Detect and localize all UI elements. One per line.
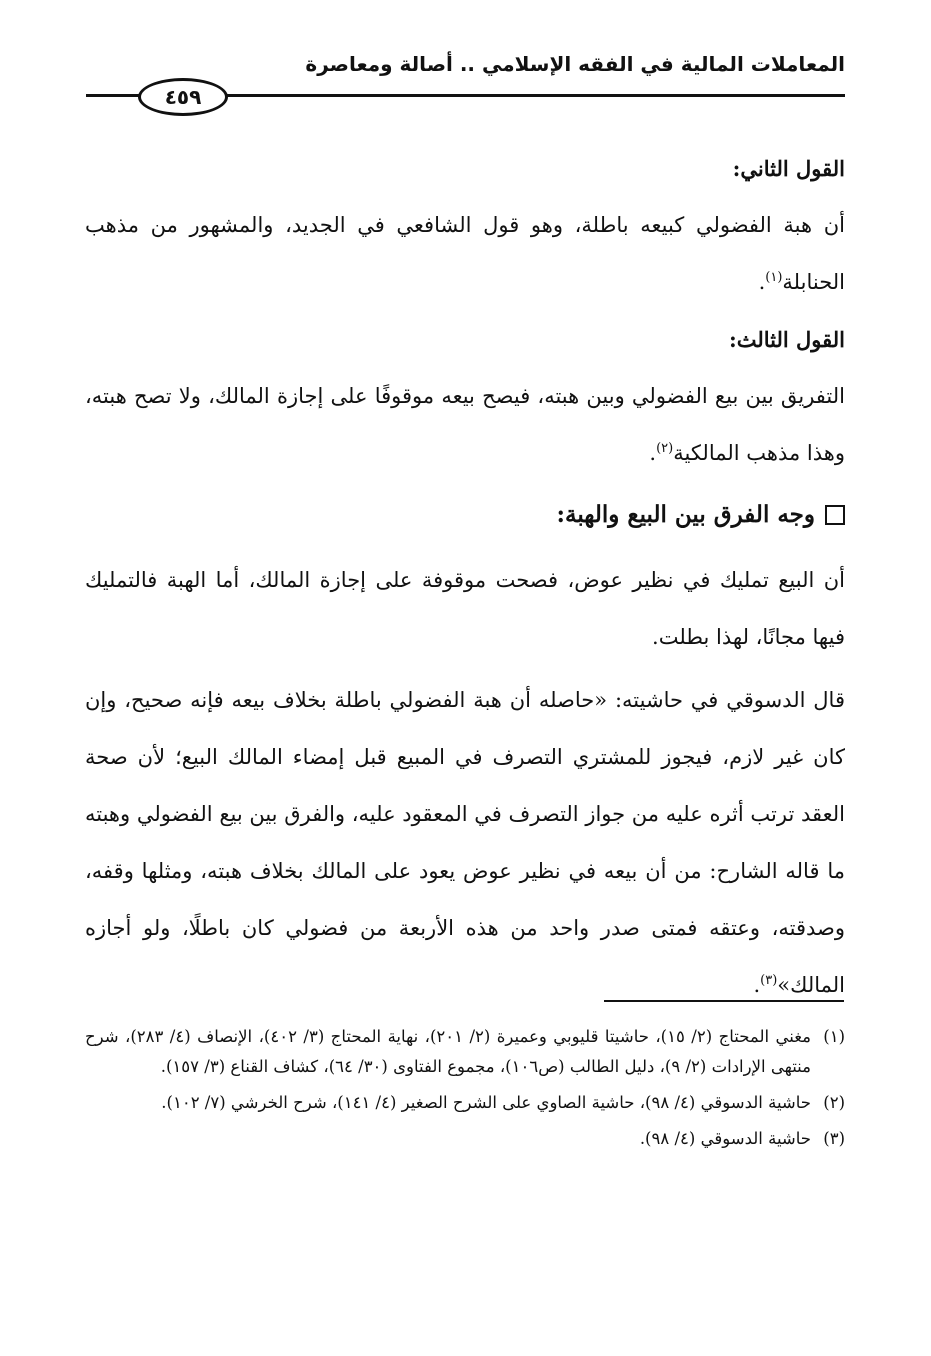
page-number: ٤٥٩ (138, 78, 228, 116)
section-heading-text: وجه الفرق بين البيع والهبة: (556, 501, 815, 528)
checkbox-square-icon (825, 505, 845, 525)
footnote-separator (604, 1000, 844, 1002)
footnote-ref-3: (٣) (760, 973, 778, 988)
footnote-number: (٢) (823, 1093, 845, 1112)
footnote-text: مغني المحتاج (٢/ ١٥)، حاشيتا قليوبي وعميرة (٢/ ٢٠١)، نهاية المحتاج (٣/ ٤٠٢)، الإنصاف (٤/ ٢٨٣)، شرح منتهى الإرادات (٢/ ٩)، دليل الطالب (ص١٠٦)، مجموع الفتاوى (٣٠/ ٦٤)، كشاف القناع (٣/ ١٥٧). (85, 1027, 812, 1076)
body-text-block-1 (85, 140, 845, 482)
running-header-title: المعاملات المالية في الفقه الإسلامي .. أصالة ومعاصرة (305, 52, 845, 76)
footnote-ref-2: (٢) (656, 441, 674, 456)
section-heading (557, 501, 846, 528)
paragraph-dasuqi-quote: قال الدسوقي في حاشيته: «حاصله أن هبة الفضولي باطلة بخلاف بيعه فإنه صحيح، وإن كان غير لازم، فيجوز للمشتري التصرف في المبيع قبل إمضاء المالك البيع؛ لأن صحة العقد ترتب أثره عليه من جواز التصرف في المعقود عليه، والفرق بين بيع الفضولي وهبته ما قاله الشارح: من أن بيعه في نظير عوض يعود على المالك بخلاف هبته، ومثلها وقفه، وصدقته، وعتقه فمتى صدر واحد من هذه الأربعة من فضولي كان باطلًا، ولو أجازه المالك»$^{(٣)}$. (85, 688, 845, 997)
heading-second-opinion: القول الثاني: (732, 156, 845, 181)
body-text-block-2 (85, 552, 845, 1014)
footnote-number: (٣) (823, 1129, 845, 1148)
heading-third-opinion: القول الثالث: (728, 327, 845, 352)
footnote-3 (85, 1124, 845, 1154)
footnote-text: حاشية الدسوقي (٤/ ٩٨)، حاشية الصاوي على الشرح الصغير (٤/ ١٤١)، شرح الخرشي (٧/ ١٠٢). (161, 1093, 811, 1112)
footnote-1 (85, 1022, 845, 1082)
footnote-number: (١) (823, 1027, 845, 1046)
footnote-2 (85, 1088, 845, 1118)
paragraph-second-opinion: أن هبة الفضولي كبيعه باطلة، وهو قول الشافعي في الجديد، والمشهور من مذهب الحنابلة$^{(١)}$. (85, 213, 845, 294)
paragraph-third-opinion: التفريق بين بيع الفضولي وبين هبته، فيصح بيعه موقوفًا على إجازة المالك، ولا تصح هبته، وهذا مذهب المالكية$^{(٢)}$. (85, 384, 845, 465)
footnote-text: حاشية الدسوقي (٤/ ٩٨). (639, 1129, 811, 1148)
paragraph-difference: أن البيع تمليك في نظير عوض، فصحت موقوفة على إجازة المالك، أما الهبة فالتمليك فيها مجانًا، لهذا بطلت. (85, 568, 845, 649)
footnotes (85, 1022, 845, 1160)
footnote-ref-1: (١) (765, 270, 783, 285)
